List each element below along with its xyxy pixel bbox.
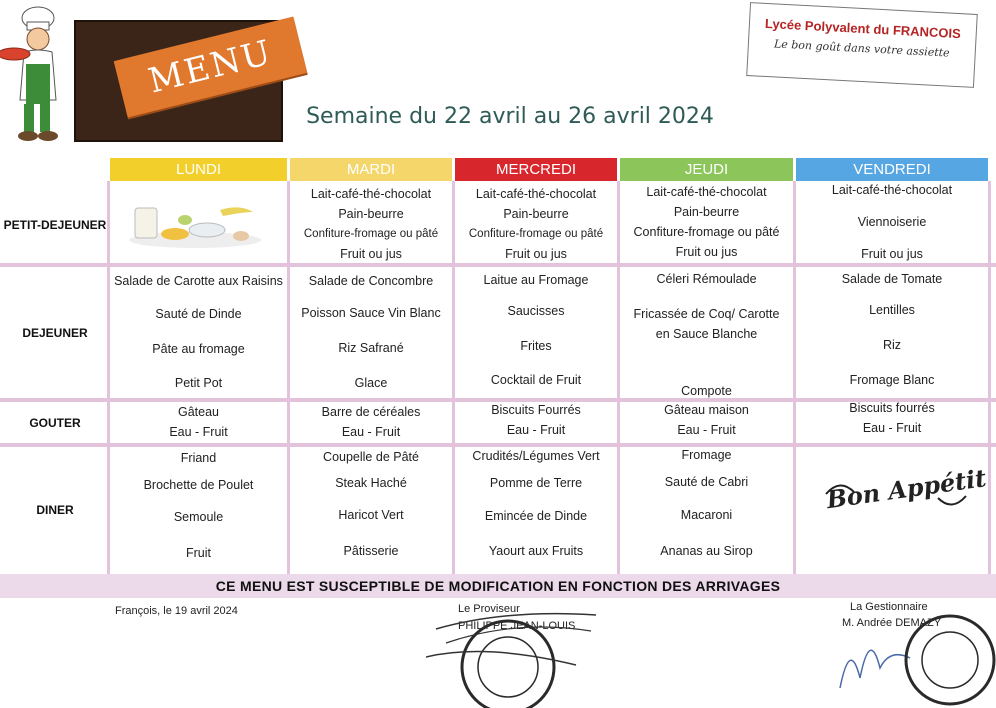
menu-item: Sauté de Cabri [664, 475, 749, 489]
day-header-friday: VENDREDI [796, 158, 988, 181]
menu-item: Riz Safrané [338, 341, 404, 355]
row-label-dinner: DINER [36, 503, 74, 517]
lunch-tuesday [290, 266, 452, 400]
menu-item: Sauté de Dinde [155, 307, 242, 321]
menu-item: Pain-beurre [503, 207, 569, 221]
day-header-wednesday: MERCREDI [455, 158, 617, 181]
week-title: Semaine du 22 avril au 26 avril 2024 [306, 104, 714, 129]
menu-item: Cocktail de Fruit [490, 373, 582, 387]
menu-item: Fruit ou jus [340, 247, 402, 261]
breakfast-thursday [620, 182, 793, 262]
snack-thursday [620, 400, 793, 440]
menu-item: Pomme de Terre [489, 476, 583, 490]
snack-tuesday [290, 402, 452, 442]
school-name: Lycée Polyvalent du FRANCOIS [764, 15, 962, 42]
menu-item: Pain-beurre [673, 205, 740, 219]
menu-item: Riz [882, 338, 902, 352]
manager-title: La Gestionnaire [850, 601, 928, 613]
menu-item: Friand [180, 451, 217, 465]
menu-item: Eau - Fruit [341, 425, 401, 439]
menu-item: Biscuits Fourrés [491, 403, 581, 417]
menu-item: Gâteau [177, 405, 219, 419]
modification-notice: CE MENU EST SUSCEPTIBLE DE MODIFICATION EN FONCTION DES ARRIVAGES [0, 574, 996, 598]
principal-stamp [426, 605, 596, 708]
day-header-thursday: JEUDI [620, 158, 793, 181]
menu-item: Fruit ou jus [675, 245, 738, 259]
menu-item: Eau - Fruit [506, 423, 566, 437]
menu-item: Saucisses [507, 304, 565, 318]
day-header-tuesday: MARDI [290, 158, 452, 181]
menu-item: Fruit [186, 546, 211, 560]
column-divider [988, 181, 991, 574]
dinner-thursday [620, 444, 793, 570]
principal-title: Le Proviseur [458, 603, 520, 615]
menu-item: Salade de Carotte aux Raisins [114, 274, 283, 288]
row-label-breakfast: PETIT-DEJEUNER [3, 218, 107, 232]
lunch-wednesday [455, 266, 617, 396]
manager-name: M. Andrée DEMAZY [842, 617, 942, 629]
breakfast-friday [796, 180, 988, 264]
principal-name: PHILIPPE JEAN-LOUIS [458, 620, 576, 632]
dinner-monday [110, 446, 287, 572]
breakfast-tuesday [290, 184, 452, 264]
chef-illustration [0, 4, 80, 144]
menu-item: Confiture-fromage ou pâté [303, 228, 439, 240]
menu-item: Pâte au fromage [152, 342, 245, 356]
menu-item: Frites [520, 339, 552, 353]
dinner-wednesday [455, 446, 617, 570]
menu-item: Barre de céréales [321, 405, 421, 419]
lunch-monday [110, 266, 287, 400]
menu-item: Céleri Rémoulade [656, 272, 757, 286]
lunch-thursday [620, 266, 793, 404]
menu-item: Fruit ou jus [861, 247, 923, 261]
menu-item: Macaroni [680, 508, 733, 522]
menu-label: MENU [144, 32, 277, 102]
breakfast-wednesday [455, 184, 617, 264]
snack-wednesday [455, 400, 617, 440]
manager-stamp [830, 608, 996, 708]
menu-item: Semoule [173, 510, 224, 524]
menu-item: Confiture-fromage ou pâté [633, 225, 780, 239]
menu-item: Lentilles [869, 303, 915, 317]
flourish-icon [820, 463, 988, 518]
menu-item: Eau - Fruit [169, 425, 228, 439]
menu-item: Laitue au Fromage [483, 273, 589, 287]
menu-item: Fruit ou jus [505, 247, 567, 261]
menu-item: Compote [681, 384, 732, 398]
snack-monday [110, 402, 287, 442]
menu-item: Yaourt aux Fruits [488, 544, 584, 558]
menu-item: Biscuits fourrés [849, 401, 935, 415]
menu-item: Gâteau maison [664, 403, 749, 417]
snack-friday [796, 398, 988, 438]
school-box [746, 2, 978, 88]
menu-item: Pâtisserie [343, 544, 399, 558]
menu-item: Pain-beurre [338, 207, 404, 221]
menu-item: Fricassée de Coq/ Carotte en Sauce Blanche [633, 307, 780, 341]
menu-item: Confiture-fromage ou pâté [468, 228, 604, 240]
lunch-friday [796, 266, 988, 398]
menu-item: Crudités/Légumes Vert [472, 449, 600, 463]
date-line: François, le 19 avril 2024 [115, 605, 238, 617]
bon-appetit-script: Bon Appétit [824, 463, 988, 515]
menu-item: Lait-café-thé-chocolat [831, 183, 953, 197]
menu-board [70, 16, 295, 146]
row-label-lunch: DEJEUNER [22, 326, 88, 340]
menu-item: Salade de Tomate [841, 272, 943, 286]
menu-item: Fromage Blanc [849, 373, 935, 387]
menu-item: Lait-café-thé-chocolat [646, 185, 767, 199]
menu-item: Viennoiserie [857, 215, 927, 229]
menu-item: Coupelle de Pâté [323, 450, 419, 464]
row-label-snack: GOUTER [29, 416, 81, 430]
menu-item: Fromage [681, 448, 732, 462]
menu-item: Steak Haché [335, 476, 407, 490]
menu-item: Emincée de Dinde [484, 509, 588, 523]
menu-item: Eau - Fruit [862, 421, 922, 435]
menu-item: Poisson Sauce Vin Blanc [301, 306, 441, 320]
dinner-tuesday [290, 446, 452, 570]
menu-item: Petit Pot [174, 376, 223, 390]
menu-item: Salade de Concombre [308, 274, 434, 288]
day-header-monday: LUNDI [110, 158, 287, 181]
menu-item: Ananas au Sirop [660, 544, 753, 558]
school-slogan: Le bon goût dans votre assiette [773, 37, 950, 60]
menu-item: Lait-café-thé-chocolat [475, 187, 597, 201]
menu-item: Haricot Vert [338, 508, 404, 522]
breakfast-illustration [125, 198, 265, 250]
menu-item: Glace [354, 376, 388, 390]
menu-item: Brochette de Poulet [143, 478, 254, 492]
menu-item: Eau - Fruit [677, 423, 736, 437]
menu-item: Lait-café-thé-chocolat [310, 187, 432, 201]
